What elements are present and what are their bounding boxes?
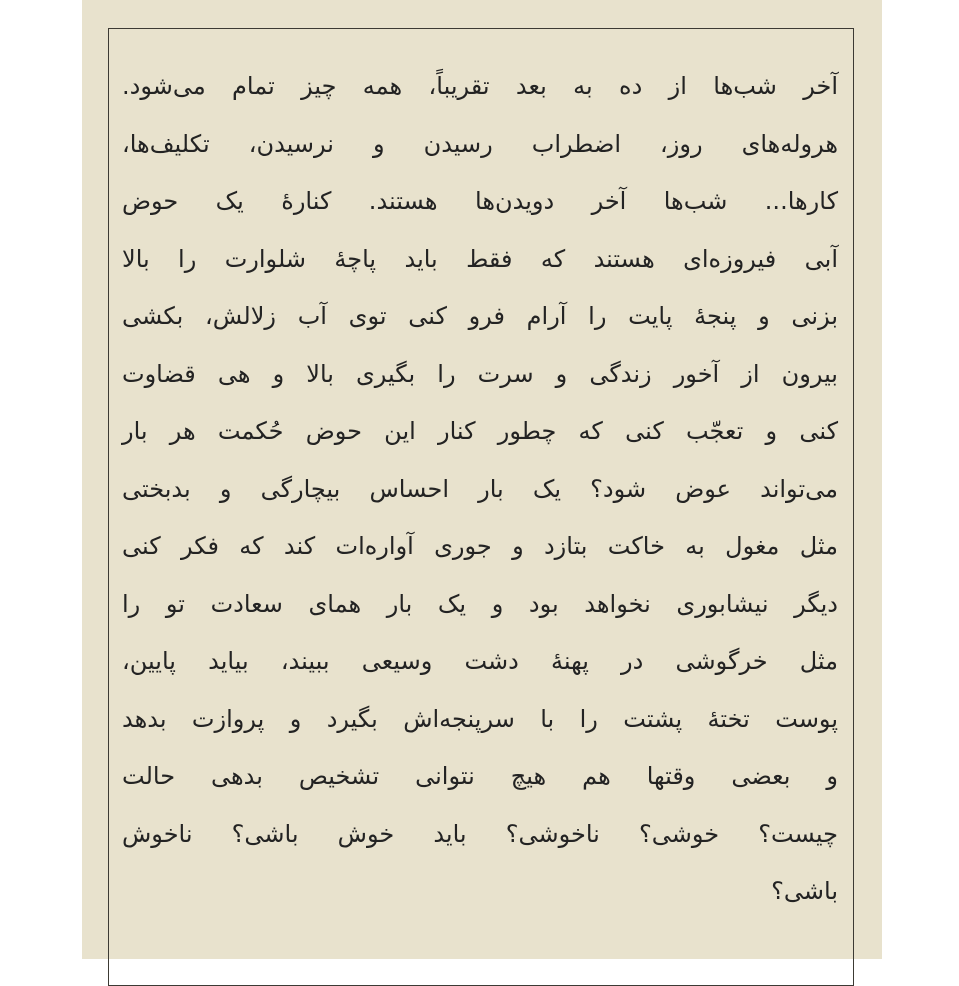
text-line-last: باشی؟ — [771, 877, 838, 905]
paragraph — [122, 58, 838, 921]
text-line: مثل خرگوشی در پهنهٔ دشت وسیعی ببیند، بیاید پایین، — [122, 647, 838, 675]
text-line: می‌تواند عوض شود؟ یک بار احساس بیچارگی و بدبختی — [122, 474, 838, 503]
text-line: پوست تختهٔ پشتت را با سرپنجه‌اش بگیرد و پروازت بدهد — [122, 704, 838, 733]
text-line: کارها... شب‌ها آخر دویدن‌ها هستند. کنارهٔ یک حوض — [122, 187, 838, 215]
book-page — [82, 0, 882, 959]
text-line: مثل مغول به خاکت بتازد و جوری آواره‌ات کند که فکر کنی — [122, 532, 838, 560]
text-line: آبی فیروزه‌ای هستند که فقط باید پاچهٔ شلوارت را بالا — [122, 244, 838, 273]
text-line: هروله‌های روز، اضطراب رسیدن و نرسیدن، تکلیف‌ها، — [122, 129, 838, 158]
text-line: آخر شب‌ها از ده به بعد تقریباً، همه چیز تمام می‌شود. — [122, 72, 838, 100]
text-line: و بعضی وقتها هم هیچ نتوانی تشخیص بدهی حالت — [122, 762, 838, 790]
text-line: کنی و تعجّب کنی که چطور کنار این حوض حُکمت هر بار — [122, 417, 838, 445]
text-line: بزنی و پنجهٔ پایت را آرام فرو کنی توی آب زلالش، بکشی — [122, 302, 838, 330]
text-line: بیرون از آخور زندگی و سرت را بگیری بالا و هی قضاوت — [122, 359, 838, 388]
text-line: دیگر نیشابوری نخواهد بود و یک بار همای سعادت تو را — [122, 589, 838, 618]
text-line: چیست؟ خوشی؟ ناخوشی؟ باید خوش باشی؟ ناخوش — [122, 819, 838, 848]
